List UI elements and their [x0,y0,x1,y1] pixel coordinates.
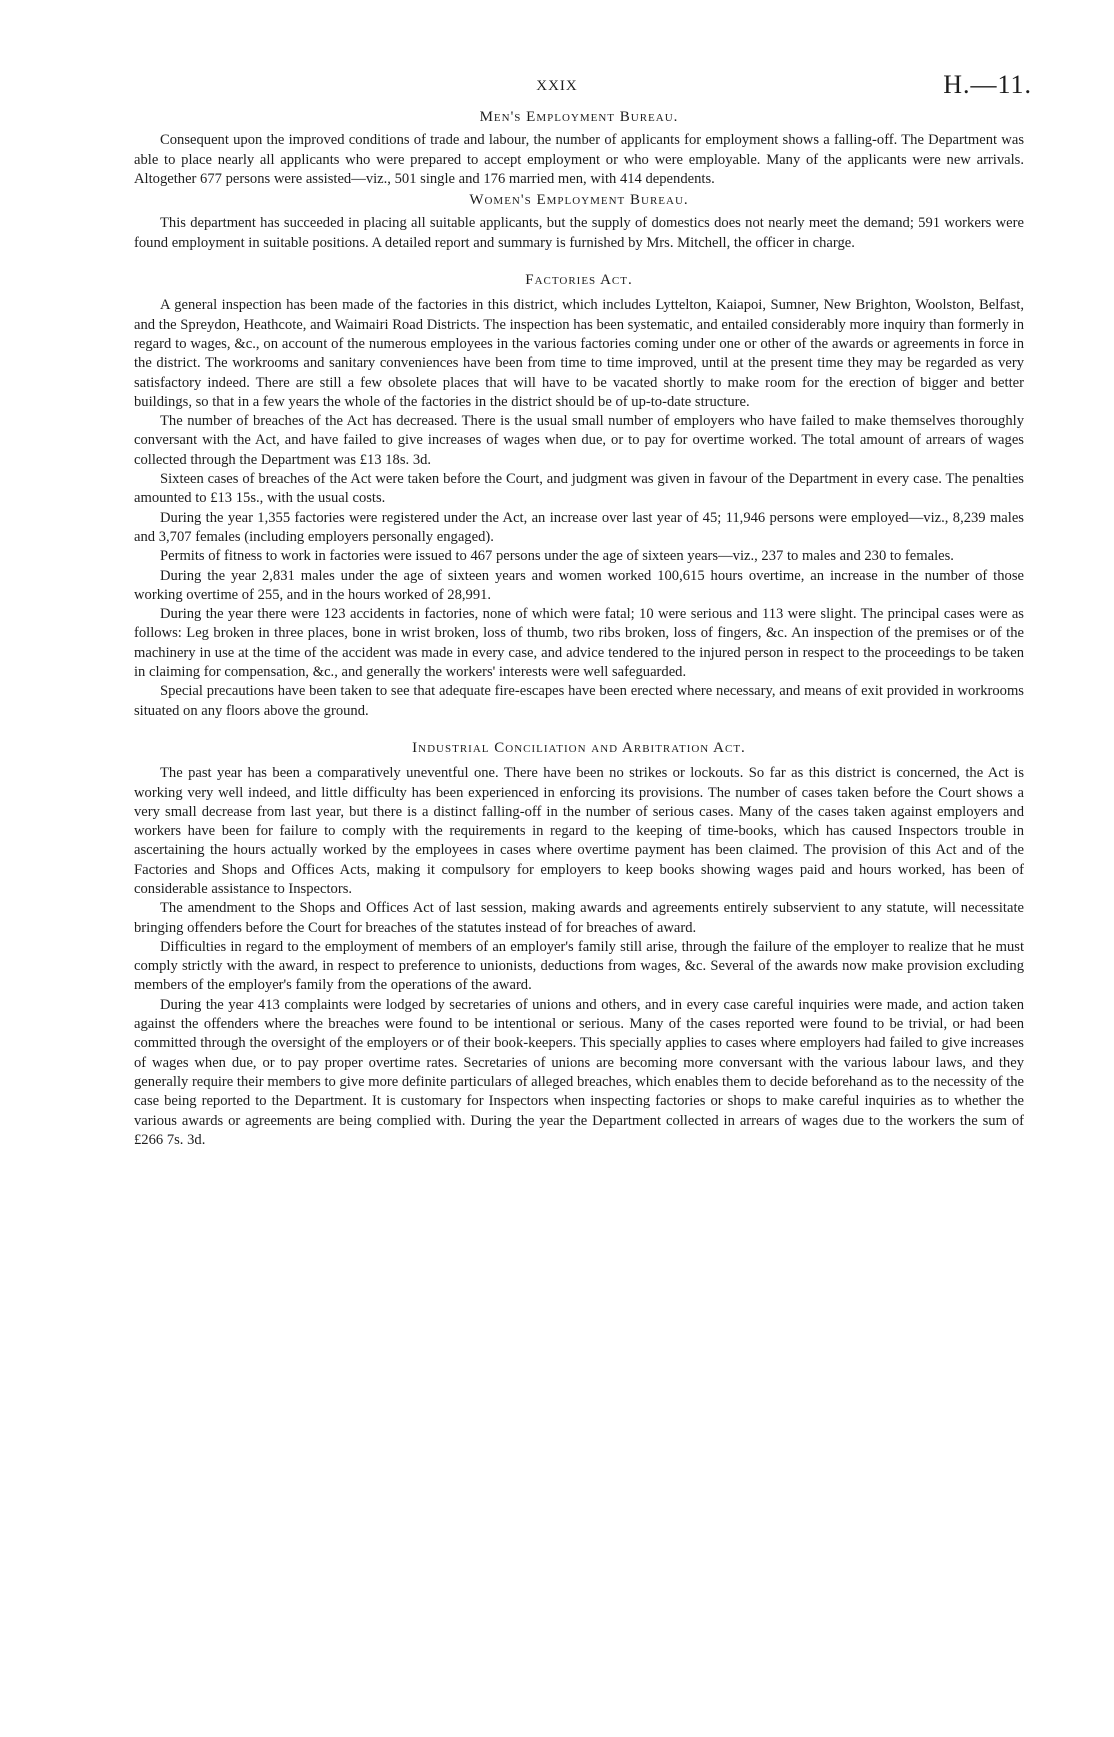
paragraph: During the year 1,355 factories were registered under the Act, an increase over last year of 45; 11,946 persons were employed—viz., 8,239 males and 3,707 females (including employers personally engaged). [134,509,1024,545]
paragraph: During the year there were 123 accidents in factories, none of which were fatal; 10 were serious and 113 were slight. The principal cases were as follows: Leg broken in three places, bone in wrist broken, loss of thumb, two ribs broken, loss of fingers, &c. An inspection of the premises or of the machinery in use at the time of the accident was made in every case, and advice tendered to the injured person in respect to the proceedings to be taken in claiming for compensation, &c., and generally the workers' interests were well safeguarded. [134,606,1024,681]
paragraph: During the year 2,831 males under the age of sixteen years and women worked 100,615 hours overtime, an increase in the number of those working overtime of 255, and in the hours worked of 28,991. [134,567,1024,603]
paragraph: Permits of fitness to work in factories were issued to 467 persons under the age of sixteen years—viz., 237 to males and 230 to females. [160,548,954,565]
paragraph: Special precautions have been taken to see that adequate fire-escapes have been erected where necessary, and means of exit provided in workrooms situated on any floors above the ground. [134,683,1024,719]
paragraph: Sixteen cases of breaches of the Act were taken before the Court, and judgment was given in favour of the Department in every case. The penalties amounted to £13 15s., with the usual costs. [134,471,1024,507]
paragraph: The number of breaches of the Act has decreased. There is the usual small number of employers who have failed to make themselves thoroughly conversant with the Act, and have failed to give increases of wages when due, or to pay for overtime worked. The total amount of arrears of wages collected through the Department was £13 18s. 3d. [134,413,1024,468]
paragraph: Difficulties in regard to the employment of members of an employer's family still arise, through the failure of the employer to realize that he must comply strictly with the award, in respect to preference to unionists, deductions from wages, &c. Several of the awards now make provision excluding members of the employer's family from the operations of the award. [134,938,1024,994]
paragraph: During the year 413 complaints were lodged by secretaries of unions and others, and in every case careful inquiries were made, and action taken against the offenders where the breaches were found to be intentional or serious. Many of the cases reported were found to be trivial, or had been committed through the oversight of the employers or of their book-keepers. This specially applies to cases where employers had failed to give increases of wages when due, or to pay proper overtime rates. Secretaries of unions are becoming more conversant with the various labour laws, and they generally require their members to give more definite particulars of alleged breaches, which enables them to decide beforehand as to the necessity of the case being reported to the Department. It is customary for Inspectors when inspecting factories or shops to make careful inquiries as to whether the various awards or agreements are being complied with. During the year the Department collected in arrears of wages due to the workers the sum of £266 7s. 3d. [134,996,1024,1148]
page-header [0,70,1114,100]
paragraph: The amendment to the Shops and Offices Act of last session, making awards and agreements entirely subservient to any statute, will necessitate bringing offenders before the Court for breaches of the statutes instead of for breaches of award. [134,900,1024,936]
document-body [134,108,1024,1150]
page-number-roman: XXIX [536,78,578,94]
paragraph: Consequent upon the improved conditions of trade and labour, the number of applicants for employment shows a falling-off. The Department was able to place nearly all applicants who were prepared to accept employment or who were employable. Many of the applicants were new arrivals. Altogether 677 persons were assisted—viz., 501 single and 176 married men, with 414 dependents. [134,132,1024,187]
section-heading-womens-bureau: Women's Employment Bureau. [469,192,689,209]
paragraph: The past year has been a comparatively uneventful one. There have been no strikes or lockouts. So far as this district is concerned, the Act is working very well indeed, and little difficulty has been experienced in enforcing its provisions. The number of cases taken before the Court shows a very small decrease from last year, but there is a distinct falling-off in the number of serious cases. Many of the cases taken against employers and workers have been for failure to comply with the requirements in regard to the keeping of time-books, which has caused Inspectors trouble in ascertaining the hours actually worked by the employees in cases where overtime payment has been claimed. The provision of this Act and of the Factories and Shops and Offices Acts, making it compulsory for employers to keep books showing wages paid and hours worked, has been of considerable assistance to Inspectors. [134,765,1024,897]
section-heading-mens-bureau: Men's Employment Bureau. [479,109,679,125]
section-heading-factories-act: Factories Act. [525,272,633,289]
paragraph: This department has succeeded in placing all suitable applicants, but the supply of domestics does not nearly meet the demand; 591 workers were found employment in suitable positions. A detailed report and summary is furnished by Mrs. Mitchell, the officer in charge. [134,215,1024,251]
section-heading-conciliation-act: Industrial Conciliation and Arbitration Act. [412,739,746,756]
paragraph: A general inspection has been made of the factories in this district, which includes Lyttelton, Kaiapoi, Sumner, New Brighton, Woolston, Belfast, and the Spreydon, Heathcote, and Waimairi Road Districts. The inspection has been systematic, and entailed considerably more inquiry than formerly in regard to wages, &c., on account of the numerous employees in the various factories coming under one or other of the awards or agreements in force in the district. The workrooms and sanitary conveniences have been from time to time improved, until at the present time they may be regarded as very satisfactory indeed. There are still a few obsolete places that will have to be vacated shortly to make room for the erection of bigger and better buildings, so that in a few years the whole of the factories in the district should be of up-to-date structure. [134,297,1024,410]
page-identifier: H.—11. [943,70,1032,99]
